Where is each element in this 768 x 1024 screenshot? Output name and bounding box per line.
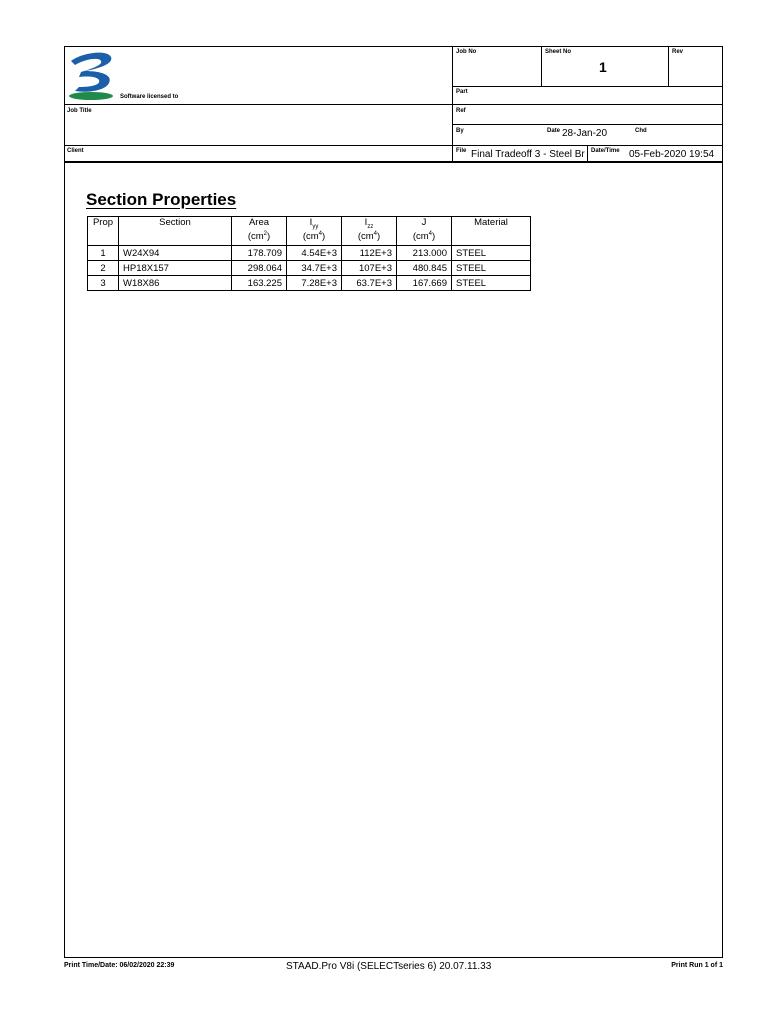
rev-label: Rev [672,49,684,55]
software-licensed-label: Software licensed to [120,94,179,100]
col-prop: Prop [88,217,119,232]
unit-area: $(cm^2)$ [232,231,287,246]
col-material: Material [452,217,531,232]
program-footer: STAAD.Pro V8i (SELECTseries 6) 20.07.11.33 [286,961,492,972]
file-label: File [456,148,467,154]
table-header-row [88,217,531,232]
table-row: 2 HP18X157 298.064 34.7E+3 107E+3 480.845 STEEL [88,261,531,276]
job-no-label: Job No [456,49,477,55]
col-section: Section [119,217,232,232]
date-value: 28-Jan-20 [562,128,608,139]
page-frame [64,46,723,958]
bentley-logo-icon [67,49,119,101]
date-label: Date [547,128,561,134]
unit-izz: $(cm^4)$ [342,231,397,246]
section-title: Section Properties [86,190,237,209]
col-iyy: $I_{yy}$ [287,217,342,232]
datetime-label: Date/Time [591,148,620,154]
sheet-no-value: 1 [599,59,607,75]
table-row: 3 W18X86 163.225 7.28E+3 63.7E+3 167.669 STEEL [88,276,531,291]
col-izz: $I_{zz}$ [342,217,397,232]
sheet-no-label: Sheet No [545,49,572,55]
unit-j: $(cm^4)$ [397,231,452,246]
section-properties-table [87,216,531,291]
col-area: Area [232,217,287,232]
print-time-footer: Print Time/Date: 06/02/2020 22:39 [64,962,175,969]
col-j: J [397,217,452,232]
unit-iyy: $(cm^4)$ [287,231,342,246]
table-units-row [88,231,531,246]
job-title-label: Job Title [67,108,92,114]
ref-label: Ref [456,108,466,114]
client-label: Client [67,148,84,154]
part-label: Part [456,89,468,95]
by-label: By [456,128,464,134]
title-block [65,47,722,163]
print-run-footer: Print Run 1 of 1 [671,962,723,969]
datetime-value: 05-Feb-2020 19:54 [629,149,715,160]
table-row: 1 W24X94 178.709 4.54E+3 112E+3 213.000 STEEL [88,246,531,261]
chd-label: Chd [635,128,647,134]
file-value: Final Tradeoff 3 - Steel Br [471,149,585,160]
